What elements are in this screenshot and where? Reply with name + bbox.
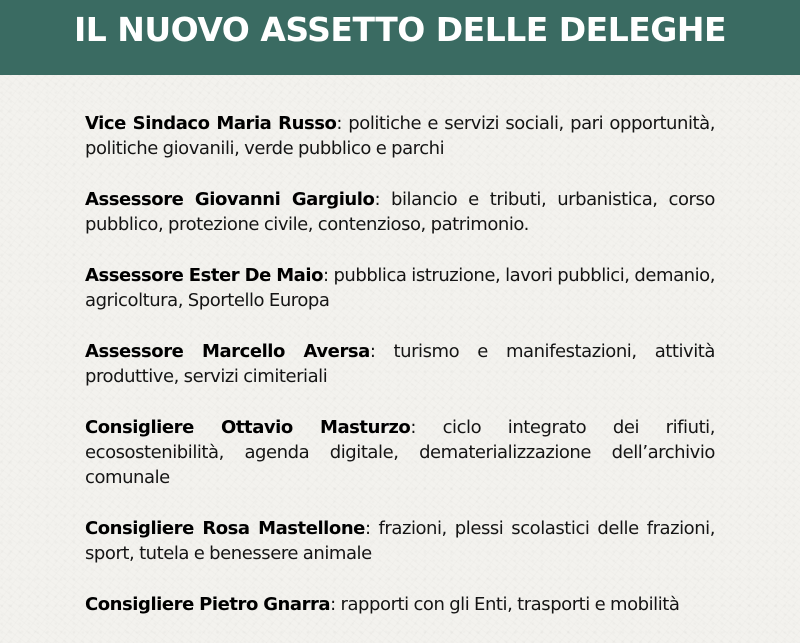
delega-name: Assessore Giovanni Gargiulo bbox=[85, 189, 375, 210]
delega-entry-consigliere-masturzo bbox=[85, 415, 715, 490]
delega-entry-assessore-aversa bbox=[85, 339, 715, 389]
delega-name: Consigliere Ottavio Masturzo bbox=[85, 417, 411, 438]
delega-entry-vice-sindaco bbox=[85, 111, 715, 161]
page-title: IL NUOVO ASSETTO DELLE DELEGHE bbox=[73, 10, 727, 49]
delega-name: Consigliere Rosa Mastellone bbox=[85, 518, 365, 539]
delega-text: : frazioni, plessi scolastici delle frazioni, sport, tutela e benessere animale bbox=[85, 518, 715, 564]
delega-entry-assessore-gargiulo bbox=[85, 187, 715, 237]
delega-entry-assessore-de-maio bbox=[85, 263, 715, 313]
deleghe-list bbox=[85, 111, 715, 643]
delega-text: : politiche e servizi sociali, pari opportunità, politiche giovanili, verde pubblico e parchi bbox=[85, 113, 715, 159]
delega-text: : pubblica istruzione, lavori pubblici, demanio, agricoltura, Sportello Europa bbox=[85, 265, 715, 311]
title-banner bbox=[0, 0, 800, 75]
delega-name: Vice Sindaco Maria Russo bbox=[85, 113, 337, 134]
delega-entry-consigliere-mastellone bbox=[85, 516, 715, 566]
delega-text: : bilancio e tributi, urbanistica, corso pubblico, protezione civile, contenzioso, patrimonio. bbox=[85, 189, 715, 235]
delega-name: Consigliere Pietro Gnarra bbox=[85, 594, 331, 615]
delega-text: : turismo e manifestazioni, attività produttive, servizi cimiteriali bbox=[85, 341, 715, 387]
delega-name: Assessore Ester De Maio bbox=[85, 265, 324, 286]
delega-text: : ciclo integrato dei rifiuti, ecosostenibilità, agenda digitale, dematerializzazione dell’archivio comunale bbox=[85, 417, 715, 488]
delega-entry-consigliere-gnarra bbox=[85, 592, 715, 617]
delega-text: : rapporti con gli Enti, trasporti e mobilità bbox=[330, 594, 680, 615]
delega-name: Assessore Marcello Aversa bbox=[85, 341, 370, 362]
